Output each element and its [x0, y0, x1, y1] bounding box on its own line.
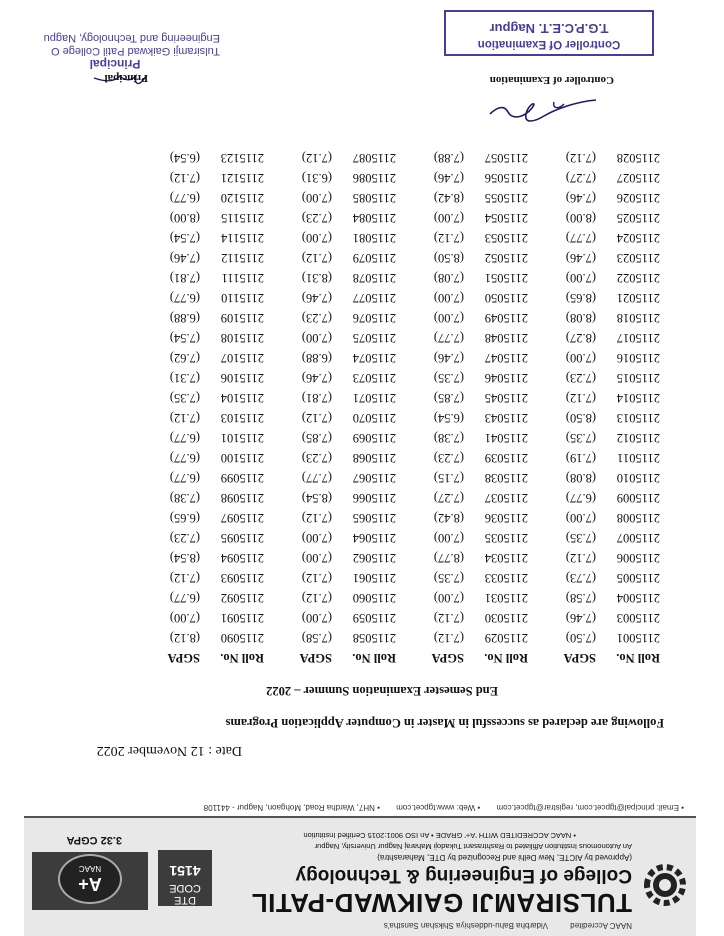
coe-stamp-line1: Controller Of Examination: [477, 38, 621, 50]
sgpa-cell: (6.77): [169, 191, 200, 206]
exam-title: End Semester Examination Summer – 2022: [266, 684, 498, 698]
sgpa-cell: (7.12): [301, 151, 332, 166]
dte-label: DTE: [174, 894, 196, 906]
roll-no-cell: 2115043: [484, 411, 528, 426]
sgpa-cell: (8.00): [169, 211, 200, 226]
sgpa-cell: (6.77): [565, 491, 596, 506]
sgpa-cell: (7.12): [301, 251, 332, 266]
sgpa-cell: (8.08): [565, 311, 596, 326]
roll-no-cell: 2115051: [484, 271, 528, 286]
sgpa-cell: (6.31): [301, 171, 332, 186]
roll-no-cell: 2115031: [484, 591, 528, 606]
results-header-row: [132, 648, 660, 668]
principal-stamp-line2: Engineering and Technology, Nagpu: [43, 32, 220, 44]
sgpa-cell: (8.42): [433, 511, 464, 526]
roll-no-cell: 2115065: [352, 511, 396, 526]
sgpa-cell: (7.62): [169, 351, 200, 366]
letterhead: [24, 816, 696, 936]
roll-no-cell: 2115025: [616, 211, 660, 226]
roll-no-cell: 2115110: [221, 291, 264, 306]
sgpa-cell: (8.00): [565, 211, 596, 226]
sgpa-cell: (7.23): [565, 371, 596, 386]
sgpa-cell: (7.00): [433, 291, 464, 306]
sgpa-cell: (7.00): [565, 351, 596, 366]
sgpa-cell: (7.35): [565, 431, 596, 446]
roll-no-cell: 2115095: [220, 531, 264, 546]
roll-no-cell: 2115015: [616, 371, 660, 386]
roll-no-cell: 2115033: [484, 571, 528, 586]
sgpa-cell: (8.12): [169, 631, 200, 646]
roll-no-cell: 2115028: [616, 151, 660, 166]
sgpa-cell: (7.35): [433, 571, 464, 586]
sgpa-cell: (7.23): [169, 531, 200, 546]
roll-no-cell: 2115075: [352, 331, 396, 346]
sgpa-cell: (7.85): [433, 391, 464, 406]
sgpa-cell: (6.88): [169, 311, 200, 326]
table-row: [132, 428, 660, 448]
sgpa-cell: (6.77): [169, 451, 200, 466]
roll-no-cell: 2115079: [352, 251, 396, 266]
sgpa-cell: (8.42): [433, 191, 464, 206]
sgpa-header: SGPA: [299, 651, 332, 666]
roll-no-header: Roll No.: [352, 651, 396, 666]
sgpa-cell: (6.77): [169, 291, 200, 306]
roll-no-cell: 2115010: [616, 471, 660, 486]
roll-no-cell: 2115035: [484, 531, 528, 546]
table-row: [132, 348, 660, 368]
contact-line: [44, 803, 684, 812]
coe-stamp-line2: T.G.P.C.E.T. Nagpur: [489, 21, 609, 36]
dte-code-label: CODE: [169, 882, 201, 894]
sgpa-cell: (7.73): [565, 571, 596, 586]
roll-no-cell: 2115090: [220, 631, 264, 646]
roll-no-cell: 2115006: [616, 551, 660, 566]
sgpa-cell: (7.46): [301, 291, 332, 306]
roll-no-cell: 2115094: [220, 551, 264, 566]
web-text: • Web: www.tgpcet.com: [396, 803, 481, 812]
roll-no-cell: 2115001: [616, 631, 660, 646]
roll-no-cell: 2115018: [616, 311, 660, 326]
sgpa-cell: (6.77): [169, 591, 200, 606]
roll-no-cell: 2115123: [220, 151, 264, 166]
roll-no-cell: 2115053: [484, 231, 528, 246]
table-row: [132, 168, 660, 188]
roll-no-cell: 2115045: [484, 391, 528, 406]
sgpa-cell: (7.00): [433, 211, 464, 226]
roll-no-cell: 2115016: [616, 351, 660, 366]
roll-no-cell: 2115057: [484, 151, 528, 166]
table-row: [132, 328, 660, 348]
sgpa-cell: (8.54): [301, 491, 332, 506]
roll-no-cell: 2115071: [352, 391, 396, 406]
roll-no-cell: 2115066: [352, 491, 396, 506]
roll-no-cell: 2115046: [484, 371, 528, 386]
sgpa-cell: (7.12): [565, 391, 596, 406]
sgpa-cell: (7.35): [433, 371, 464, 386]
roll-no-cell: 2115086: [352, 171, 396, 186]
sgpa-cell: (7.46): [169, 251, 200, 266]
roll-no-cell: 2115120: [220, 191, 264, 206]
roll-no-cell: 2115054: [484, 211, 528, 226]
roll-no-cell: 2115034: [484, 551, 528, 566]
table-row: [132, 408, 660, 428]
roll-no-cell: 2115007: [616, 531, 660, 546]
roll-no-cell: 2115047: [484, 351, 528, 366]
sgpa-cell: (7.46): [565, 611, 596, 626]
table-row: [132, 388, 660, 408]
sgpa-cell: (7.77): [433, 331, 464, 346]
sgpa-cell: (7.15): [433, 471, 464, 486]
results-table: [132, 148, 660, 668]
sgpa-cell: (7.38): [169, 491, 200, 506]
roll-no-cell: 2115069: [352, 431, 396, 446]
sgpa-cell: (7.35): [169, 391, 200, 406]
table-row: [132, 488, 660, 508]
roll-no-cell: 2115036: [484, 511, 528, 526]
sgpa-cell: (7.12): [169, 571, 200, 586]
sgpa-cell: (7.23): [433, 451, 464, 466]
roll-no-cell: 2115062: [352, 551, 396, 566]
roll-no-cell: 2115061: [352, 571, 396, 586]
address-text: • NH7, Wardha Road, Mohgaon, Nagpur - 441108: [203, 803, 380, 812]
principal-label: Principal: [104, 72, 148, 84]
sgpa-cell: (7.58): [565, 591, 596, 606]
sgpa-cell: (8.65): [565, 291, 596, 306]
table-row: [132, 588, 660, 608]
sgpa-cell: (7.00): [169, 611, 200, 626]
table-row: [132, 368, 660, 388]
roll-no-cell: 2115081: [352, 231, 396, 246]
table-row: [132, 508, 660, 528]
roll-no-cell: 2115009: [616, 491, 660, 506]
roll-no-cell: 2115099: [220, 471, 264, 486]
autonomous-text: An Autonomous Institution Affiliated to Rashtrasant Tukadoji Maharaj Nagpur University, Nagpur: [314, 842, 632, 851]
table-row: [132, 608, 660, 628]
roll-no-cell: 2115106: [220, 371, 264, 386]
sgpa-cell: (7.00): [433, 311, 464, 326]
principal-stamp-title: Principal: [89, 57, 141, 71]
sgpa-cell: (8.50): [565, 411, 596, 426]
roll-no-cell: 2115064: [352, 531, 396, 546]
naac-text: NAAC: [78, 864, 102, 873]
sgpa-cell: (7.46): [433, 351, 464, 366]
roll-no-cell: 2115087: [352, 151, 396, 166]
sgpa-cell: (7.12): [169, 411, 200, 426]
sgpa-cell: (8.77): [433, 551, 464, 566]
roll-no-cell: 2115109: [220, 311, 264, 326]
sgpa-cell: (7.88): [433, 151, 464, 166]
naac-accredited-text: NAAC Accredited: [570, 921, 632, 930]
table-row: [132, 148, 660, 168]
roll-no-header: Roll No.: [220, 651, 264, 666]
sgpa-cell: (7.58): [301, 631, 332, 646]
roll-no-cell: 2115003: [616, 611, 660, 626]
coe-signature-image: [484, 90, 604, 130]
roll-no-cell: 2115077: [352, 291, 396, 306]
sgpa-cell: (7.00): [301, 331, 332, 346]
sgpa-cell: (7.12): [433, 231, 464, 246]
table-row: [132, 288, 660, 308]
roll-no-cell: 2115026: [616, 191, 660, 206]
sgpa-cell: (7.27): [433, 491, 464, 506]
sgpa-cell: (8.54): [169, 551, 200, 566]
roll-no-cell: 2115049: [484, 311, 528, 326]
table-row: [132, 468, 660, 488]
roll-no-cell: 2115078: [352, 271, 396, 286]
sgpa-cell: (7.46): [433, 171, 464, 186]
roll-no-cell: 2115024: [616, 231, 660, 246]
naac-emblem-icon: [58, 854, 122, 904]
roll-no-cell: 2115101: [220, 431, 264, 446]
table-row: [132, 528, 660, 548]
roll-no-cell: 2115017: [616, 331, 660, 346]
table-row: [132, 268, 660, 288]
coe-stamp: [444, 10, 654, 56]
sgpa-cell: (8.31): [301, 271, 332, 286]
table-row: [132, 208, 660, 228]
roll-no-cell: 2115005: [616, 571, 660, 586]
roll-no-cell: 2115027: [616, 171, 660, 186]
sgpa-cell: (7.00): [565, 271, 596, 286]
table-row: [132, 628, 660, 648]
roll-no-cell: 2115037: [484, 491, 528, 506]
sgpa-cell: (7.00): [301, 231, 332, 246]
email-text: • Email: principal@tgpcet.com, registrar@tgpcet.com: [496, 803, 684, 812]
sgpa-cell: (7.12): [301, 511, 332, 526]
roll-no-cell: 2115091: [220, 611, 264, 626]
roll-no-cell: 2115098: [220, 491, 264, 506]
sgpa-cell: (8.50): [433, 251, 464, 266]
roll-no-cell: 2115084: [352, 211, 396, 226]
roll-no-cell: 2115067: [352, 471, 396, 486]
principal-stamp: [10, 31, 220, 70]
institute-name: TULSIRAMJI GAIKWAD-PATIL: [251, 888, 632, 918]
naac-cgpa: 3.32 CGPA: [66, 834, 122, 846]
sgpa-cell: (7.46): [565, 191, 596, 206]
roll-no-cell: 2115050: [484, 291, 528, 306]
roll-no-cell: 2115012: [616, 431, 660, 446]
sgpa-cell: (7.12): [301, 571, 332, 586]
sgpa-cell: (7.81): [301, 391, 332, 406]
sgpa-cell: (7.77): [301, 471, 332, 486]
roll-no-cell: 2115092: [220, 591, 264, 606]
sgpa-cell: (7.23): [301, 311, 332, 326]
roll-no-cell: 2115121: [220, 171, 264, 186]
sgpa-cell: (7.46): [565, 251, 596, 266]
sgpa-cell: (7.85): [301, 431, 332, 446]
roll-no-header: Roll No.: [484, 651, 528, 666]
roll-no-cell: 2115068: [352, 451, 396, 466]
roll-no-cell: 2115070: [352, 411, 396, 426]
sgpa-cell: (7.00): [301, 611, 332, 626]
roll-no-cell: 2115056: [484, 171, 528, 186]
roll-no-cell: 2115073: [352, 371, 396, 386]
table-row: [132, 548, 660, 568]
roll-no-cell: 2115100: [220, 451, 264, 466]
roll-no-cell: 2115058: [352, 631, 396, 646]
sgpa-cell: (7.31): [169, 371, 200, 386]
sgpa-cell: (7.12): [301, 411, 332, 426]
table-row: [132, 188, 660, 208]
approval-text: (Approved by AICTE, New Delhi and Recognized by DTE, Maharashtra): [377, 853, 632, 862]
sgpa-cell: (7.27): [565, 171, 596, 186]
sgpa-cell: (7.00): [565, 511, 596, 526]
roll-no-cell: 2115014: [616, 391, 660, 406]
roll-no-cell: 2115107: [220, 351, 264, 366]
table-row: [132, 248, 660, 268]
roll-no-cell: 2115013: [616, 411, 660, 426]
table-row: [132, 308, 660, 328]
roll-no-cell: 2115038: [484, 471, 528, 486]
sgpa-cell: (7.77): [565, 231, 596, 246]
roll-no-cell: 2115039: [484, 451, 528, 466]
roll-no-cell: 2115023: [616, 251, 660, 266]
roll-no-cell: 2115114: [221, 231, 264, 246]
principal-stamp-line1: Tulsiramji Gaikwad Patil College O: [51, 45, 220, 57]
roll-no-cell: 2115052: [484, 251, 528, 266]
sgpa-cell: (7.46): [301, 371, 332, 386]
sgpa-cell: (6.65): [169, 511, 200, 526]
sgpa-cell: (7.12): [565, 151, 596, 166]
sgpa-cell: (7.00): [301, 191, 332, 206]
sgpa-cell: (7.23): [301, 451, 332, 466]
roll-no-cell: 2115093: [220, 571, 264, 586]
sgpa-cell: (8.08): [565, 471, 596, 486]
table-row: [132, 448, 660, 468]
roll-no-cell: 2115008: [616, 511, 660, 526]
roll-no-cell: 2115104: [220, 391, 264, 406]
sgpa-cell: (7.12): [169, 171, 200, 186]
sgpa-cell: (7.81): [169, 271, 200, 286]
roll-no-cell: 2115022: [616, 271, 660, 286]
sgpa-cell: (7.00): [301, 551, 332, 566]
sgpa-cell: (7.50): [565, 631, 596, 646]
sgpa-cell: (7.19): [565, 451, 596, 466]
roll-no-cell: 2115041: [484, 431, 528, 446]
sgpa-cell: (7.23): [301, 211, 332, 226]
roll-no-cell: 2115108: [220, 331, 264, 346]
notice-intro: Following are declared as successful in Master in Computer Application Programs: [225, 716, 664, 730]
roll-no-cell: 2115060: [352, 591, 396, 606]
sgpa-cell: (7.54): [169, 231, 200, 246]
sgpa-cell: (7.54): [169, 331, 200, 346]
sgpa-header: SGPA: [431, 651, 464, 666]
sgpa-cell: (8.27): [565, 331, 596, 346]
coe-label: Controller of Examination: [489, 74, 614, 86]
table-row: [132, 568, 660, 588]
accreditation-text: • NAAC ACCREDITED WITH 'A+' GRADE • An ISO 9001:2015 Certified Institution: [303, 831, 576, 840]
roll-no-cell: 2115074: [352, 351, 396, 366]
sgpa-cell: (7.00): [433, 591, 464, 606]
sgpa-cell: (7.12): [433, 631, 464, 646]
college-name: College of Engineering & Technology: [295, 865, 632, 886]
roll-no-cell: 2115048: [484, 331, 528, 346]
roll-no-cell: 2115111: [221, 271, 264, 286]
sgpa-cell: (7.35): [565, 531, 596, 546]
sgpa-cell: (7.00): [433, 531, 464, 546]
sgpa-cell: (6.54): [169, 151, 200, 166]
roll-no-cell: 2115029: [484, 631, 528, 646]
roll-no-cell: 2115085: [352, 191, 396, 206]
roll-no-cell: 2115076: [352, 311, 396, 326]
roll-no-cell: 2115097: [220, 511, 264, 526]
roll-no-cell: 2115004: [616, 591, 660, 606]
roll-no-cell: 2115021: [616, 291, 660, 306]
sgpa-cell: (7.12): [565, 551, 596, 566]
roll-no-cell: 2115103: [220, 411, 264, 426]
roll-no-cell: 2115112: [221, 251, 264, 266]
roll-no-cell: 2115030: [484, 611, 528, 626]
dte-code-badge: [158, 850, 212, 906]
sgpa-cell: (7.08): [433, 271, 464, 286]
roll-no-header: Roll No.: [616, 651, 660, 666]
naac-grade: A+: [78, 874, 102, 894]
sgpa-cell: (7.12): [433, 611, 464, 626]
table-row: [132, 228, 660, 248]
sgpa-cell: (6.77): [169, 431, 200, 446]
sgpa-cell: (6.54): [433, 411, 464, 426]
sgpa-cell: (7.00): [301, 531, 332, 546]
roll-no-cell: 2115059: [352, 611, 396, 626]
roll-no-cell: 2115115: [221, 211, 264, 226]
letterhead-topline: [364, 921, 632, 930]
gear-logo-icon: [642, 862, 688, 908]
sgpa-cell: (7.12): [301, 591, 332, 606]
sgpa-cell: (6.88): [301, 351, 332, 366]
roll-no-cell: 2115055: [484, 191, 528, 206]
naac-grade-badge: [32, 852, 148, 910]
sgpa-header: SGPA: [563, 651, 596, 666]
results-body: [132, 148, 660, 648]
dte-code-value: 4151: [169, 863, 201, 879]
sgpa-header: SGPA: [167, 651, 200, 666]
notice-date: Date : 12 November 2022: [96, 743, 242, 758]
society-text: Vidarbha Bahu-uddeshiya Shikshan Sanstha's: [383, 921, 548, 930]
roll-no-cell: 2115011: [617, 451, 660, 466]
sgpa-cell: (6.77): [169, 471, 200, 486]
sgpa-cell: (7.38): [433, 431, 464, 446]
